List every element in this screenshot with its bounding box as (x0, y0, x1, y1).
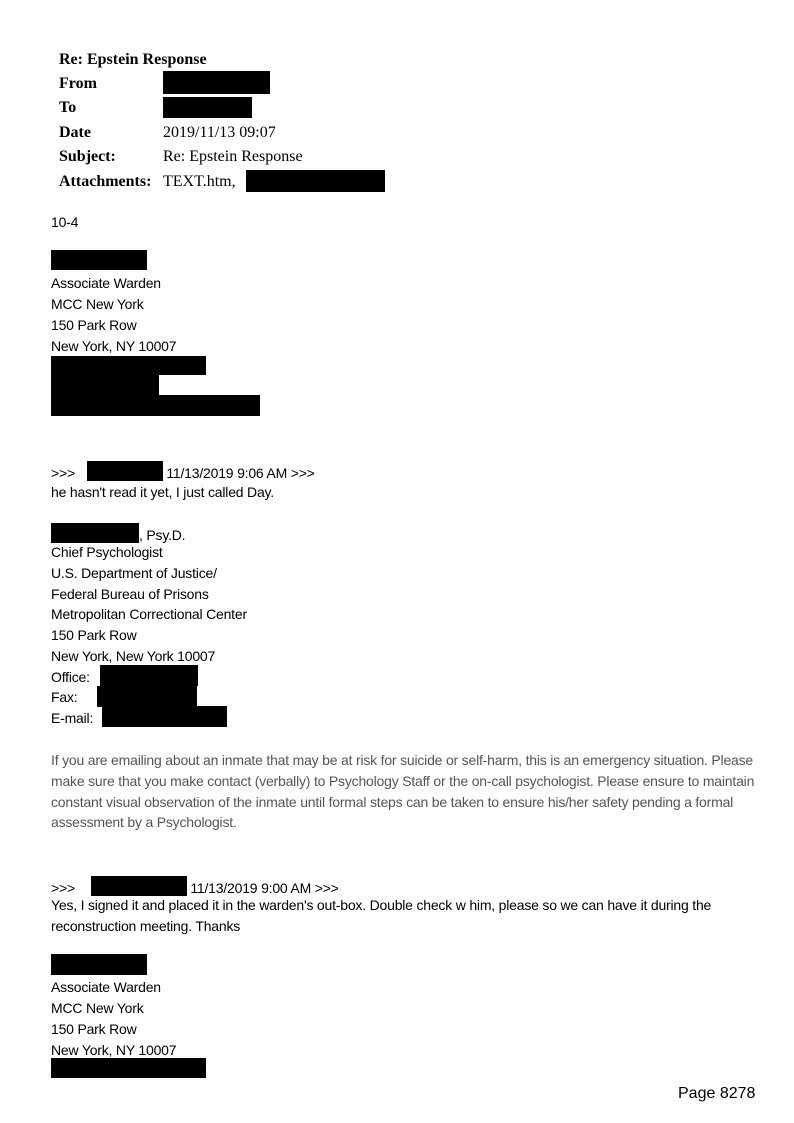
signature-line: 150 Park Row (51, 317, 137, 333)
signature-line: MCC New York (51, 1000, 144, 1016)
date-value: 2019/11/13 09:07 (163, 124, 276, 141)
signature-line: 150 Park Row (51, 627, 137, 643)
redacted-quote-sender (91, 876, 187, 896)
date-label: Date (59, 124, 91, 141)
redacted-contact (51, 375, 159, 395)
redacted-sender-name (51, 954, 147, 975)
redacted-sender-name (51, 250, 147, 270)
quote-marker: >>> (51, 465, 75, 481)
subject-value: Re: Epstein Response (163, 148, 303, 165)
email-label: E-mail: (51, 710, 94, 726)
quote-header (51, 876, 339, 897)
redacted-from (163, 71, 270, 94)
signature-line: 150 Park Row (51, 1021, 137, 1037)
signature-line: Associate Warden (51, 979, 161, 995)
redacted-to (163, 97, 252, 118)
fax-label: Fax: (51, 689, 78, 705)
quote-timestamp: 11/13/2019 9:06 AM >>> (166, 465, 315, 481)
signature-line: New York, NY 10007 (51, 338, 177, 354)
redacted-contact (51, 1058, 206, 1078)
psychologist-name-line (51, 523, 185, 544)
subject-label: Subject: (59, 148, 116, 165)
redacted-contact (51, 395, 260, 416)
reply-body: 10-4 (51, 214, 79, 230)
from-label: From (59, 75, 97, 92)
signature-line: MCC New York (51, 296, 144, 312)
to-label: To (59, 99, 77, 116)
page-number: Page 8278 (678, 1085, 756, 1102)
redacted-contact (51, 356, 206, 375)
attachments-value: TEXT.htm, (163, 173, 236, 190)
redacted-quote-sender (87, 461, 163, 481)
redacted-attachment (246, 170, 385, 192)
signature-line: Associate Warden (51, 275, 161, 291)
signature-line: New York, NY 10007 (51, 1042, 177, 1058)
quote-header (51, 461, 315, 482)
name-suffix: , Psy.D. (139, 527, 186, 543)
redacted-fax (97, 686, 197, 707)
signature-line: U.S. Department of Justice/ (51, 565, 217, 581)
quote-marker: >>> (51, 880, 75, 896)
email-title: Re: Epstein Response (59, 51, 207, 68)
signature-line: Federal Bureau of Prisons (51, 586, 209, 602)
quote-body: he hasn't read it yet, I just called Day. (51, 484, 274, 500)
quote-timestamp: 11/13/2019 9:00 AM >>> (190, 880, 339, 896)
redacted-email (102, 706, 227, 727)
attachments-label: Attachments: (59, 173, 152, 190)
office-label: Office: (51, 669, 90, 685)
signature-line: New York, New York 10007 (51, 648, 216, 664)
signature-line: Metropolitan Correctional Center (51, 606, 247, 622)
redacted-office (100, 665, 198, 686)
signature-line: Chief Psychologist (51, 544, 163, 560)
redacted-psychologist-name (51, 523, 139, 543)
suicide-risk-disclaimer: If you are emailing about an inmate that may be at risk for suicide or self-harm, this is an emergency situation. Please make sure that you make contact (verbally) to Psychology Staff or the on-call psychologist. Please ensure to maintain constant visual observation of the inmate until formal steps can be taken to ensure his/her safety pending a formal assessment by a Psychologist. (51, 752, 755, 831)
quote-body: Yes, I signed it and placed it in the warden's out-box. Double check w him, please so we can have it during the reconstruction meeting. Thanks (51, 897, 712, 934)
